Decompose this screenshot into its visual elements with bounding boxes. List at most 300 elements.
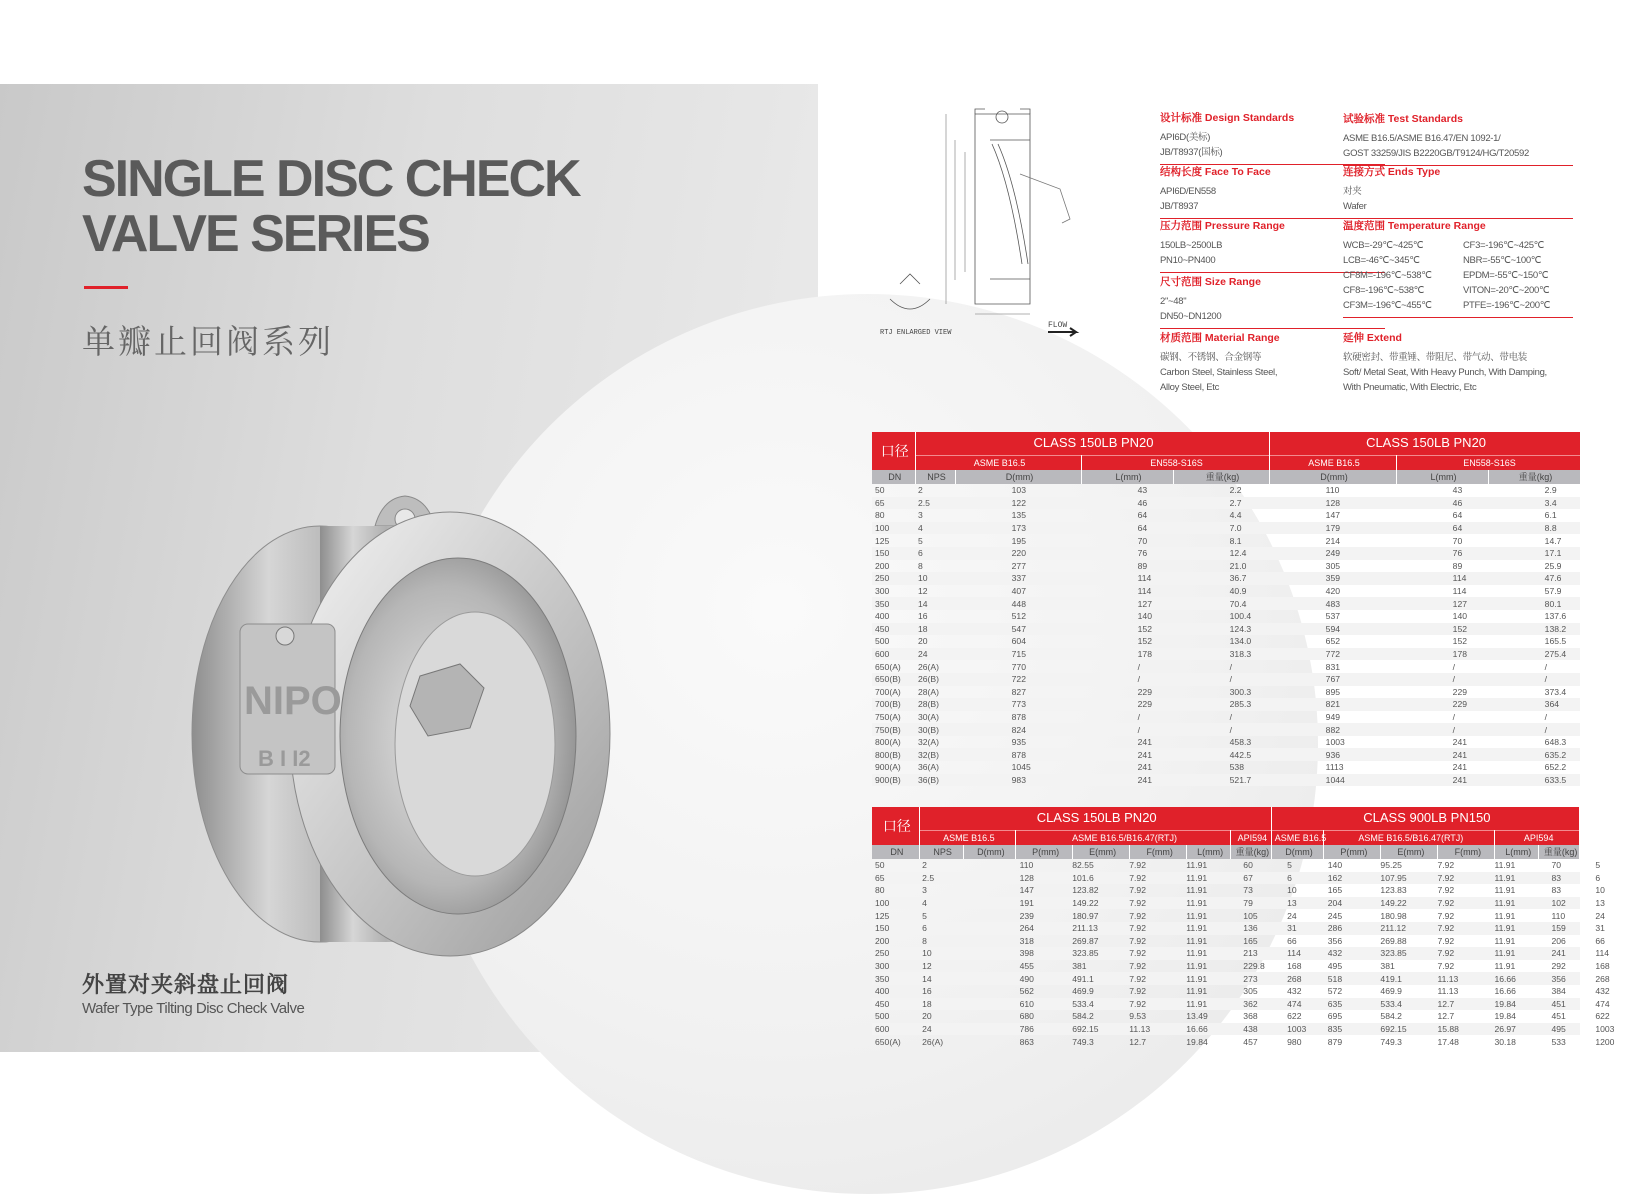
table-cell: 604 <box>1011 636 1026 647</box>
table-cell: 16.66 <box>1130 1023 1187 1036</box>
table-cell: 980 <box>1287 1036 1302 1047</box>
spec-body: 2"~48" DN50~DN1200 <box>1160 296 1222 322</box>
table-cell: 165.5 <box>1544 636 1567 647</box>
column-header: E(mm) <box>1381 845 1438 859</box>
technical-drawing <box>880 104 1160 354</box>
table-cell: 3.4 <box>1488 497 1580 510</box>
table-cell: 83 <box>1495 872 1539 885</box>
table-cell: 749.3 <box>1380 1036 1402 1047</box>
column-header-row <box>872 845 1580 859</box>
table-cell: 19.84 <box>1186 1036 1208 1047</box>
table-row <box>872 972 1580 985</box>
table-cell: 79 <box>1187 897 1231 910</box>
table-cell: 1003 <box>1325 737 1345 748</box>
table-cell: 824 <box>955 723 1081 736</box>
table-cell: 610 <box>963 998 1016 1011</box>
table-cell: 14.7 <box>1544 535 1562 546</box>
table-cell: 43 <box>1137 485 1148 496</box>
table-cell: 173 <box>955 522 1081 535</box>
table-cell: 152 <box>1081 623 1173 636</box>
spec-extend <box>1343 330 1583 395</box>
table-cell: 137.6 <box>1544 611 1567 622</box>
table-cell: 15.88 <box>1381 1023 1438 1036</box>
accent-divider <box>84 286 128 289</box>
table-cell: 24 <box>915 648 955 661</box>
table-cell: 600 <box>872 1023 919 1036</box>
table-cell: 11.91 <box>1130 897 1187 910</box>
table-cell: 650(A) <box>875 661 901 672</box>
table-cell: 491.1 <box>1016 972 1073 985</box>
column-header: NPS <box>919 845 963 859</box>
table-row <box>872 648 1580 661</box>
table-cell: 350 <box>872 597 915 610</box>
temperature-item: NBR=-55℃~100℃ <box>1463 255 1542 266</box>
temperature-item: EPDM=-55℃~150℃ <box>1463 270 1549 281</box>
title-line-2: VALVE SERIES <box>82 205 429 263</box>
table-cell: 124.3 <box>1173 623 1269 636</box>
class-header-b: CLASS 900LB PN150 <box>1271 807 1579 830</box>
table-cell: 622 <box>1595 1011 1610 1022</box>
table-cell: 11.91 <box>1494 961 1516 972</box>
table-cell: 495 <box>1495 1023 1539 1036</box>
table-cell: 95.25 <box>1380 860 1402 871</box>
table-cell: 305 <box>1243 986 1258 997</box>
table-row <box>872 560 1580 573</box>
table-cell: 273 <box>1187 972 1231 985</box>
table-cell: 442.5 <box>1173 748 1269 761</box>
table-cell: 432 <box>1595 986 1610 997</box>
valve-size-marking: B I I2 <box>258 746 311 771</box>
table-cell: 4.4 <box>1229 510 1242 521</box>
table-cell: 275.4 <box>1488 648 1580 661</box>
table-cell: 26(A) <box>918 661 940 672</box>
table-cell: 220 <box>955 547 1081 560</box>
table-row <box>872 509 1580 522</box>
table-cell: 204 <box>1271 897 1324 910</box>
table-cell: 36(B) <box>915 774 955 787</box>
table-cell: 10 <box>1287 885 1297 896</box>
table-row <box>872 1010 1580 1023</box>
table-cell: 285.3 <box>1173 698 1269 711</box>
table-cell: 878 <box>1011 711 1026 722</box>
table-row <box>872 736 1580 749</box>
table-cell: 70 <box>1452 535 1463 546</box>
spec-heading: 延伸 Extend <box>1343 332 1402 344</box>
table-cell: 5 <box>922 910 927 921</box>
table-cell: 25.9 <box>1544 560 1562 571</box>
table-row <box>872 872 1580 885</box>
table-cell: 17.1 <box>1488 547 1580 560</box>
table-cell: 7.92 <box>1129 910 1146 921</box>
table-cell: 76 <box>1396 547 1488 560</box>
table-cell: 800(A) <box>875 737 901 748</box>
table-cell: 2 <box>922 860 927 871</box>
temperature-list <box>1343 238 1573 313</box>
table-cell: 11.91 <box>1186 885 1208 896</box>
table-cell: 19.84 <box>1438 998 1495 1011</box>
table-cell: 162 <box>1271 872 1324 885</box>
temperature-item: LCB=-46℃~345℃ <box>1343 255 1420 266</box>
table-cell: 438 <box>1187 1023 1231 1036</box>
table-cell: 648.3 <box>1544 737 1567 748</box>
table-cell: 305 <box>1325 560 1341 571</box>
table-cell: 125 <box>875 535 890 546</box>
column-header: P(mm) <box>1016 845 1073 859</box>
spec-body: 软硬密封、带重锤、带阻尼、带气动、带电装 Soft/ Metal Seat, With Heavy Punch, With Damping, With Pneumatic, With Electric, Etc <box>1343 352 1547 393</box>
table-cell: 715 <box>955 648 1081 661</box>
table-cell: 490 <box>963 972 1016 985</box>
table-cell: 46 <box>1081 497 1173 510</box>
table-row <box>872 897 1580 910</box>
column-header: 重量(kg) <box>1173 470 1269 484</box>
table-cell: 110 <box>1019 860 1034 871</box>
table-cell: 241 <box>1396 748 1488 761</box>
table-row <box>872 859 1580 872</box>
temperature-item: PTFE=-196℃~200℃ <box>1463 300 1551 311</box>
table-cell: 13 <box>1231 897 1272 910</box>
spec-heading: 尺寸范围 Size Range <box>1160 276 1261 288</box>
table-cell: 7.92 <box>1073 872 1130 885</box>
table-cell: 250 <box>872 572 915 585</box>
table-cell: 469.9 <box>1380 986 1402 997</box>
table-cell: 900(B) <box>872 774 915 787</box>
table-row <box>872 774 1580 787</box>
standard-header: ASME B16.5 <box>915 455 1081 470</box>
table-cell: 40.9 <box>1229 586 1247 597</box>
table-body <box>872 484 1580 786</box>
table-cell: 863 <box>1019 1036 1034 1047</box>
table-row <box>872 947 1580 960</box>
table-cell: / <box>1137 661 1141 672</box>
table-cell: 241 <box>1081 748 1173 761</box>
table-cell: 4 <box>915 522 955 535</box>
spec-heading: 连接方式 Ends Type <box>1343 166 1441 178</box>
table-cell: 7.92 <box>1073 922 1130 935</box>
table-cell: 7.92 <box>1381 872 1438 885</box>
spec-body: 150LB~2500LB PN10~PN400 <box>1160 240 1223 266</box>
table-cell: 268 <box>1539 972 1580 985</box>
table-cell: 11.91 <box>1186 860 1208 871</box>
table-cell: 28(B) <box>915 698 955 711</box>
table-cell: 50 <box>875 485 885 496</box>
table-cell: 384 <box>1551 986 1566 997</box>
table-cell: 114 <box>1396 572 1488 585</box>
table-cell: 318.3 <box>1173 648 1269 661</box>
table-cell: 269.88 <box>1380 935 1407 946</box>
table-cell: 420 <box>1325 586 1341 597</box>
dimension-table-150lb-en558 <box>872 432 1581 786</box>
spec-ends-type <box>1343 164 1573 219</box>
table-cell: 89 <box>1137 560 1148 571</box>
table-cell: 11.91 <box>1130 998 1187 1011</box>
table-cell: 110 <box>1325 485 1340 496</box>
table-cell: / <box>1081 723 1173 736</box>
column-header: E(mm) <box>1073 845 1130 859</box>
table-cell: 6.1 <box>1544 510 1557 521</box>
table-cell: 1003 <box>1231 1023 1272 1036</box>
table-cell: 323.85 <box>1016 947 1073 960</box>
table-cell: 9.53 <box>1129 1011 1146 1022</box>
table-cell: 70 <box>1137 535 1148 546</box>
table-cell: 5 <box>1287 860 1292 871</box>
table-cell: 692.15 <box>1016 1023 1073 1036</box>
table-cell: 100 <box>872 897 919 910</box>
class-header-a: CLASS 150LB PN20 <box>915 432 1269 455</box>
table-cell: 250 <box>872 947 919 960</box>
table-cell: 432 <box>1287 986 1302 997</box>
temperature-item: CF3=-196℃~425℃ <box>1463 240 1545 251</box>
table-cell: 749.3 <box>1072 1036 1094 1047</box>
table-cell: 152 <box>1137 636 1152 647</box>
spec-temperature-range <box>1343 218 1573 318</box>
table-cell: 448 <box>955 597 1081 610</box>
table-cell: 229 <box>1081 698 1173 711</box>
table-cell: 16 <box>918 611 928 622</box>
table-cell: 18 <box>919 998 963 1011</box>
standard-header: ASME B16.5 <box>919 830 1016 845</box>
standard-header: API594 <box>1495 830 1580 845</box>
table-cell: 11.91 <box>1494 910 1516 921</box>
table-cell: 12.7 <box>1437 1011 1455 1022</box>
table-cell: 180.97 <box>1072 910 1099 921</box>
table-row <box>872 572 1580 585</box>
spec-body: API6D/EN558 JB/T8937 <box>1160 186 1216 212</box>
temperature-item: WCB=-29℃~425℃ <box>1343 240 1424 251</box>
table-cell: 1200 <box>1595 1036 1615 1047</box>
table-cell: 16.66 <box>1494 986 1516 997</box>
hero-panel <box>0 84 818 1052</box>
table-cell: 2 <box>918 485 923 496</box>
table-cell: / <box>1544 661 1548 672</box>
table-cell: 407 <box>1011 586 1026 597</box>
table-cell: 451 <box>1551 1011 1566 1022</box>
column-header: L(mm) <box>1187 845 1231 859</box>
table-cell: 30.18 <box>1494 1036 1516 1047</box>
table-cell: 364 <box>1488 698 1580 711</box>
table-cell: 12.7 <box>1381 998 1438 1011</box>
table-cell: / <box>1544 711 1548 722</box>
table-cell: 64 <box>1452 510 1463 521</box>
table-cell: 105 <box>1243 910 1258 921</box>
table-cell: 500 <box>875 1011 890 1022</box>
table-cell: 432 <box>1271 947 1324 960</box>
table-cell: 11.91 <box>1186 910 1208 921</box>
table-cell: 2.7 <box>1173 497 1269 510</box>
table-cell: 277 <box>1011 560 1026 571</box>
table-cell: 11.91 <box>1186 986 1208 997</box>
table-cell: 533.4 <box>1324 998 1381 1011</box>
table-cell: / <box>1488 723 1580 736</box>
table-cell: 7.92 <box>1381 922 1438 935</box>
table-cell: 114 <box>1452 586 1467 597</box>
table-cell: 24 <box>1287 910 1297 921</box>
table-cell: 318 <box>1019 935 1034 946</box>
table-cell: 2.2 <box>1229 485 1242 496</box>
standard-header: API594 <box>1231 830 1272 845</box>
table-row <box>872 922 1580 935</box>
table-cell: 286 <box>1271 922 1324 935</box>
table-cell: 64 <box>1081 522 1173 535</box>
table-cell: 538 <box>1229 762 1244 773</box>
column-header: D(mm) <box>955 470 1081 484</box>
table-cell: 47.6 <box>1488 572 1580 585</box>
table-cell: 245 <box>1327 910 1343 921</box>
table-row <box>872 698 1580 711</box>
table-cell: 211.13 <box>1016 922 1073 935</box>
table-cell: 100 <box>872 522 915 535</box>
table-cell: / <box>1081 673 1173 686</box>
table-cell: 495 <box>1327 961 1343 972</box>
table-cell: / <box>1229 661 1233 672</box>
column-header: 重量(kg) <box>1488 470 1580 484</box>
table-row <box>872 547 1580 560</box>
table-cell: 13 <box>1539 897 1580 910</box>
table-cell: 123.83 <box>1380 885 1407 896</box>
table-cell: 12 <box>922 961 932 972</box>
table-cell: 2.5 <box>915 497 955 510</box>
table-cell: 152 <box>1396 623 1488 636</box>
table-cell: 359 <box>1269 572 1396 585</box>
table-cell: 214 <box>1325 535 1341 546</box>
table-cell: 949 <box>1325 711 1341 722</box>
table-cell: 26(B) <box>915 673 955 686</box>
table-cell: 12.7 <box>1129 1036 1146 1047</box>
table-cell: 73 <box>1243 885 1253 896</box>
table-row <box>872 585 1580 598</box>
table-cell: 7.92 <box>1129 986 1146 997</box>
table-cell: 178 <box>1081 648 1173 661</box>
table-row <box>872 935 1580 948</box>
standard-header: ASME B16.5 <box>1269 455 1396 470</box>
table-cell: 114 <box>1081 572 1173 585</box>
table-cell: 622 <box>1287 1011 1302 1022</box>
table-cell: 11.91 <box>1130 972 1187 985</box>
column-header: F(mm) <box>1130 845 1187 859</box>
spec-test-standards <box>1343 111 1573 166</box>
table-cell: 147 <box>1019 885 1034 896</box>
table-cell: 292 <box>1551 961 1566 972</box>
table-cell: 28(A) <box>918 686 940 697</box>
table-cell: 168 <box>1287 961 1302 972</box>
table-cell: / <box>1396 673 1488 686</box>
table-cell: 2.5 <box>919 872 963 885</box>
table-cell: 229 <box>1396 698 1488 711</box>
table-cell: 895 <box>1325 686 1341 697</box>
table-cell: 65 <box>872 872 919 885</box>
table-cell: 57.9 <box>1544 586 1562 597</box>
table-cell: 11.13 <box>1073 1023 1130 1036</box>
dimension-table-rtj-api594 <box>872 807 1615 1048</box>
table-cell: 7.92 <box>1129 860 1146 871</box>
table-cell: / <box>1488 673 1580 686</box>
table-cell: 7.0 <box>1173 522 1269 535</box>
table-cell: 127 <box>1396 597 1488 610</box>
table-cell: 206 <box>1551 935 1566 946</box>
table-cell: 11.91 <box>1130 922 1187 935</box>
table-cell: 135 <box>1011 510 1026 521</box>
table-cell: 159 <box>1495 922 1539 935</box>
table-cell: 6 <box>1231 872 1272 885</box>
table-cell: 600 <box>872 648 915 661</box>
table-cell: 14 <box>915 597 955 610</box>
table-cell: 65 <box>872 497 915 510</box>
table-cell: 770 <box>1011 661 1026 672</box>
table-cell: 900(A) <box>875 762 901 773</box>
table-cell: 11.13 <box>1437 986 1459 997</box>
table-cell: 800(B) <box>872 748 915 761</box>
table-cell: 123.82 <box>1072 885 1099 896</box>
table-cell: 80 <box>875 510 885 521</box>
table-cell: 80.1 <box>1488 597 1580 610</box>
bore-header: 口径 <box>872 432 915 470</box>
table-cell: 24 <box>919 1023 963 1036</box>
table-cell: 350 <box>872 972 919 985</box>
table-cell: 66 <box>1595 935 1605 946</box>
table-cell: 11.91 <box>1494 885 1516 896</box>
table-cell: 300.3 <box>1229 686 1252 697</box>
table-row <box>872 985 1580 998</box>
table-cell: 36.7 <box>1173 572 1269 585</box>
standard-header: EN558-S16S <box>1396 455 1580 470</box>
table-cell: 107.95 <box>1324 872 1381 885</box>
table-cell: 8.8 <box>1488 522 1580 535</box>
table-cell: 26.97 <box>1438 1023 1495 1036</box>
table-cell: 241 <box>1137 737 1152 748</box>
table-cell: 700(B) <box>872 698 915 711</box>
table-row <box>872 623 1580 636</box>
table-cell: 381 <box>1072 961 1087 972</box>
temperature-item: CF8M=-196℃~538℃ <box>1343 270 1432 281</box>
column-header-row <box>872 470 1580 484</box>
table-cell: 1003 <box>1539 1023 1580 1036</box>
table-row <box>872 748 1580 761</box>
table-cell: 241 <box>1396 774 1488 787</box>
table-cell: 692.15 <box>1324 1023 1381 1036</box>
table-cell: 168 <box>1595 961 1610 972</box>
table-cell: / <box>1137 711 1141 722</box>
table-cell: 140 <box>1137 611 1152 622</box>
table-cell: 10 <box>915 572 955 585</box>
table-row <box>872 522 1580 535</box>
table-cell: 750(B) <box>872 723 915 736</box>
table-row <box>872 635 1580 648</box>
table-cell: 518 <box>1271 972 1324 985</box>
table-cell: 128 <box>1269 497 1396 510</box>
table-cell: 150 <box>872 547 915 560</box>
table-cell: 30(A) <box>918 711 940 722</box>
table-cell: 7.92 <box>1129 885 1146 896</box>
valve-product-image <box>190 414 610 974</box>
table-row <box>872 484 1580 497</box>
table-cell: 50 <box>875 860 885 871</box>
table-row <box>872 497 1580 510</box>
table-cell: 32(B) <box>915 748 955 761</box>
table-cell: 12.4 <box>1173 547 1269 560</box>
table-cell: 264 <box>963 922 1016 935</box>
table-cell: 8 <box>918 560 923 571</box>
table-cell: 7.92 <box>1073 897 1130 910</box>
table-cell: 882 <box>1269 723 1396 736</box>
table-cell: 381 <box>1380 961 1395 972</box>
table-cell: 11.91 <box>1438 872 1495 885</box>
column-header: L(mm) <box>1081 470 1173 484</box>
table-cell: 43 <box>1452 485 1463 496</box>
table-cell: 241 <box>1495 947 1539 960</box>
table-cell: 11.91 <box>1186 961 1208 972</box>
column-header: D(mm) <box>1271 845 1324 859</box>
table-cell: 152 <box>1452 636 1468 647</box>
table-cell: 200 <box>875 935 890 946</box>
